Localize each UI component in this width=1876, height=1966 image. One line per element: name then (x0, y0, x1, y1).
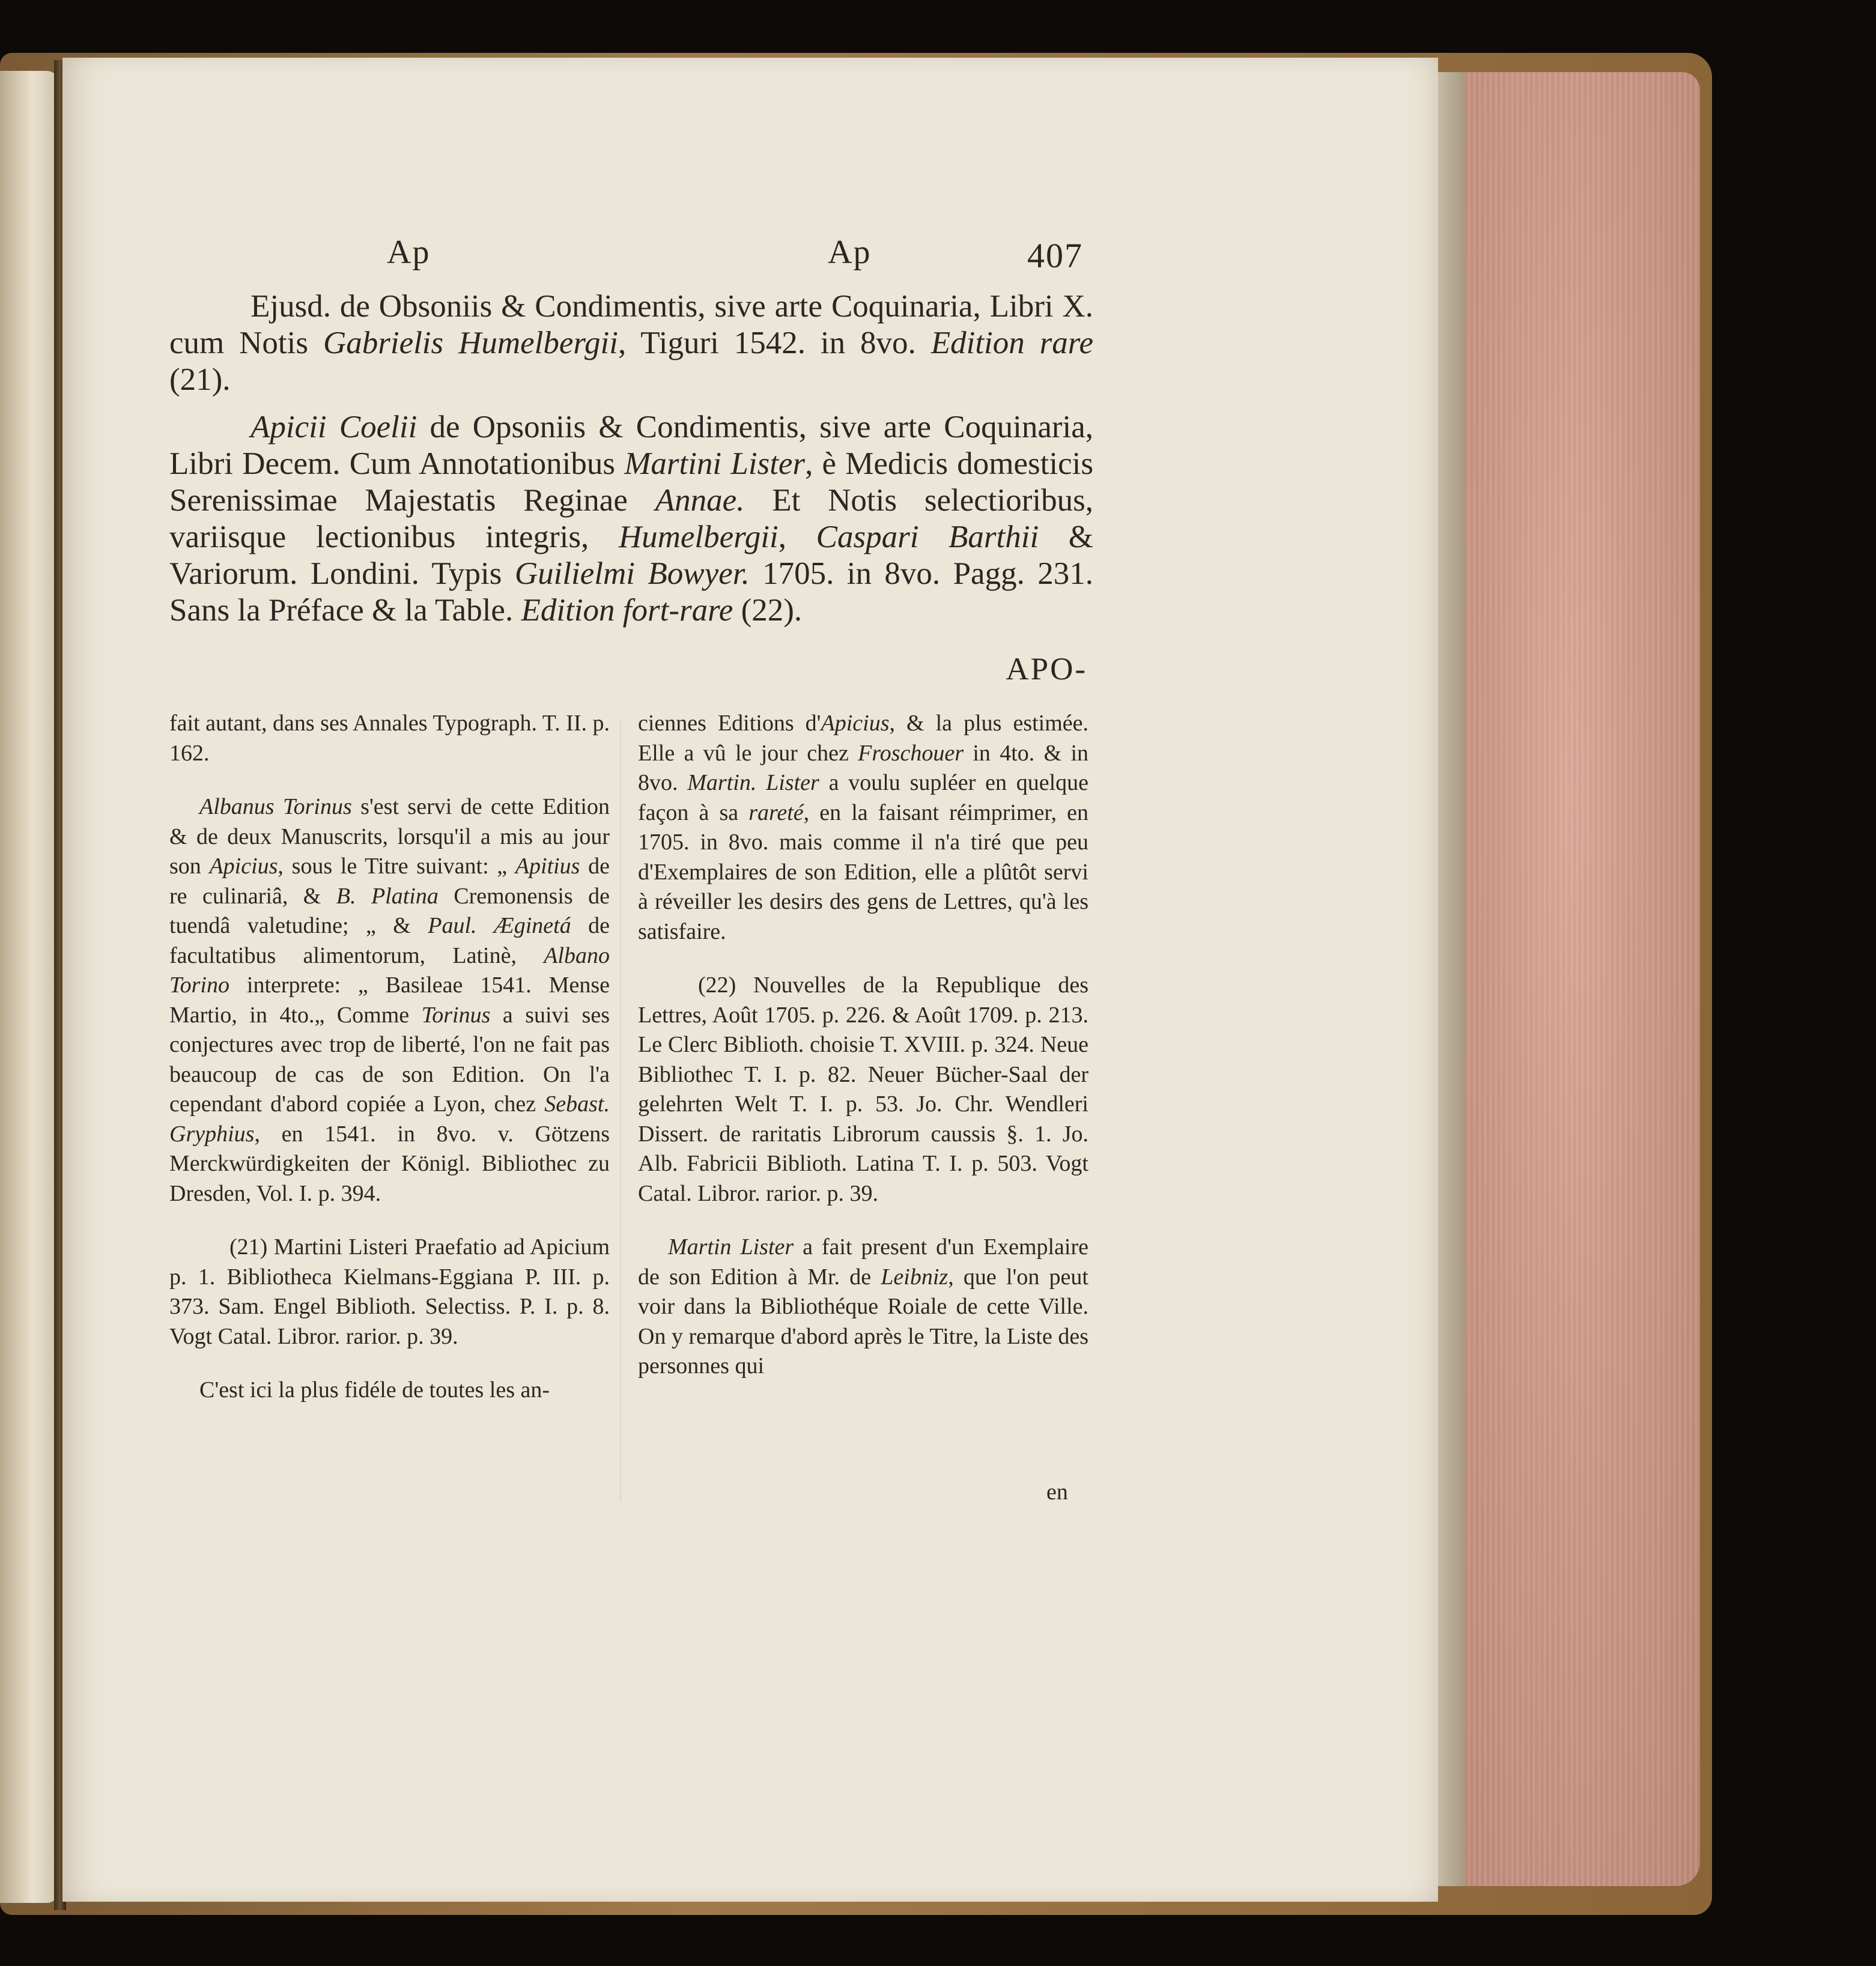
right-note-22: (22) Nouvelles de la Republique des Lettres, Août 1705. p. 226. & Août 1709. p. 213. Le Clerc Biblioth. choisie T. XVIII. p. 324. Neue Bibliothec T. I. p. 82. Neuer Bücher-Saal der gelehrten Welt T. I. p. 53. Jo. Chr. Wendleri Dissert. de raritatis Librorum caussis §. 1. Jo. Alb. Fabricii Biblioth. Latina T. I. p. 503. Vogt Catal. Libror. rarior. p. 39. (638, 972, 1088, 1206)
left-para-1: fait autant, dans ses Annales Typograph. T. II. p. 162. (169, 711, 610, 766)
right-para-lister: Martin Lister a fait present d'un Exemplaire de son Edition à Mr. de Leibniz, que l'on peut voir dans la Bibliothéque Roiale de cette Ville. On y remarque d'abord après le Titre, la Liste des personnes qui (638, 1234, 1088, 1379)
entry-humelbergius: Ejusd. de Obsoniis & Condimentis, sive arte Coquinaria, Libri X. cum Notis Gabrielis Humelbergii, Tiguri 1542. in 8vo. Edition rare (21). (169, 289, 1093, 397)
left-para-last: C'est ici la plus fidéle de toutes les an- (199, 1377, 550, 1403)
running-head-left: Ap (387, 234, 431, 271)
catchword-top: APO- (1006, 652, 1087, 687)
page-block-edge (1436, 72, 1700, 1886)
bibliography-entries (169, 288, 1093, 629)
column-divider (620, 721, 621, 1502)
entry-lister: Apicii Coelii de Opsoniis & Condimentis, sive arte Coquinaria, Libri Decem. Cum Annotationibus Martini Lister, è Medicis domesticis Serenissimae Majestatis Reginae Annae. Et Notis selectioribus, variisque lectionibus integris, Humelbergii, Caspari Barthii & Variorum. Londini. Typis Guilielmi Bowyer. 1705. in 8vo. Pagg. 231. Sans la Préface & la Table. Edition fort-rare (22). (169, 410, 1094, 628)
catchword-bottom: en (1046, 1479, 1068, 1505)
running-head-center: Ap (828, 234, 872, 271)
left-column (169, 709, 610, 1406)
page-number: 407 (1027, 236, 1083, 275)
left-para-torinus: Albanus Torinus s'est servi de cette Edition & de deux Manuscrits, lorsqu'il a mis au jour son Apicius, sous le Titre suivant: „ Apitius de re culinariâ, & B. Platina Cremonensis de tuendâ valetudine; „ & Paul. Æginetá de facultatibus alimentorum, Latinè, Albano Torino interprete: „ Basileae 1541. Mense Martio, in 4to.„ Comme Torinus a suivi ses conjectures avec trop de liberté, l'on ne fait pas beaucoup de cas de son Edition. On l'a cependant d'abord copiée a Lyon, chez Sebast. Gryphius, en 1541. in 8vo. v. Götzens Merckwürdigkeiten der Königl. Bibliothec zu Dresden, Vol. I. p. 394. (169, 794, 610, 1206)
right-para-1: ciennes Editions d'Apicius, & la plus estimée. Elle a vû le jour chez Froschouer in 4to. & in 8vo. Martin. Lister a voulu supléer en quelque façon à sa rareté, en la faisant réimprimer, en 1705. in 8vo. mais comme il n'a tiré que peu d'Exemplaires de son Edition, elle a plûtôt servi à réveiller les desirs des gens de Lettres, qu'à les satisfaire. (638, 711, 1089, 944)
left-page-edge (0, 71, 59, 1903)
right-column (638, 709, 1088, 1382)
left-note-21: (21) Martini Listeri Praefatio ad Apicium p. 1. Bibliotheca Kielmans-Eggiana P. III. p. 373. Sam. Engel Biblioth. Selectiss. P. I. p. 8. Vogt Catal. Libror. rarior. p. 39. (169, 1234, 610, 1349)
